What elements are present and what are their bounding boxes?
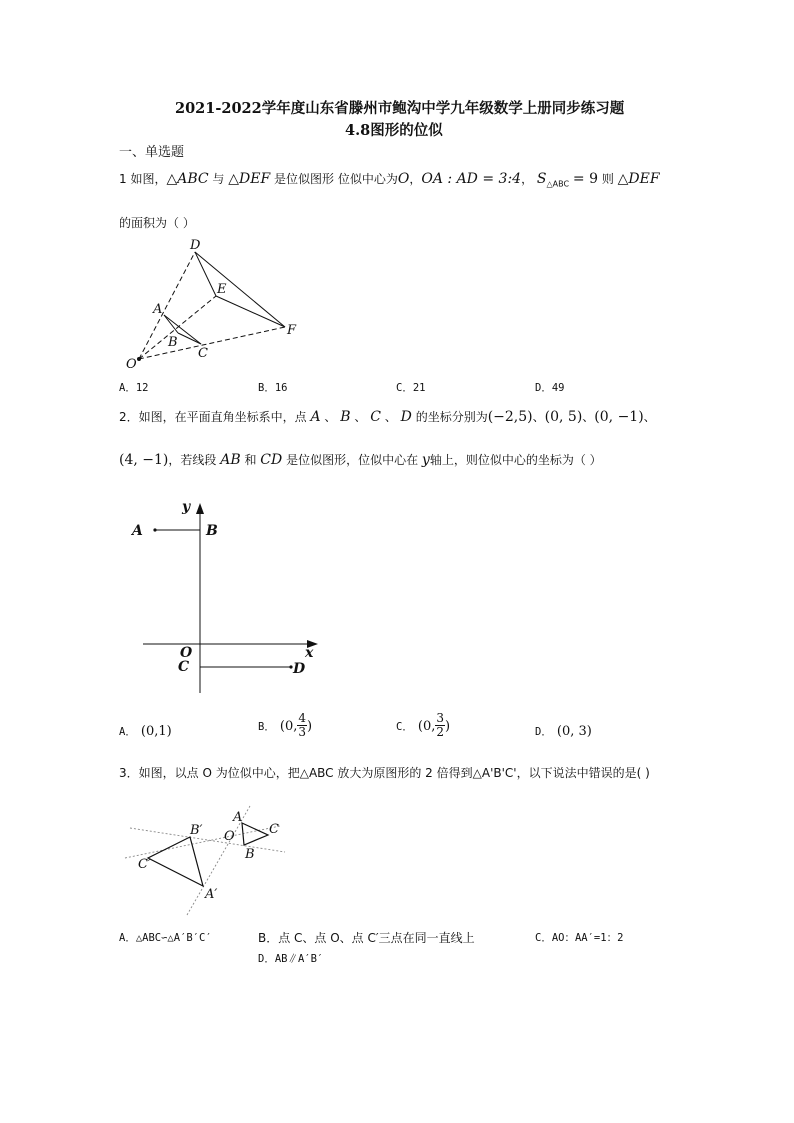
q3-option-b[interactable]: B．点 C、点 O、点 C′三点在同一直线上 — [258, 931, 475, 945]
q2-point-c: C — [370, 409, 381, 425]
q2-sep-1: 、 — [324, 410, 337, 424]
q1-ratio: OA : AD = 3:4 — [421, 171, 522, 187]
fig1-label-d: D — [190, 238, 201, 253]
fig2-point-a — [153, 528, 156, 531]
q2-option-d-prefix: D． — [535, 726, 552, 738]
q1-text-center: 是位似图形 位似中心为 — [274, 172, 398, 186]
fig1-point-o — [137, 357, 141, 361]
q3-option-d[interactable]: D．AB∥A′B′ — [258, 953, 324, 965]
q2-option-c-numerator: 3 — [436, 711, 445, 725]
fig3-triangle-small — [242, 823, 268, 845]
q2-option-c-open: (0, — [417, 719, 436, 734]
document-subtitle: 4.8图形的位似 — [345, 122, 443, 139]
q2-option-b-close: ) — [307, 719, 313, 734]
q2-coord-a: (−2,5) — [487, 409, 533, 425]
q2-sep-2: 、 — [354, 410, 367, 424]
q2-text-4: 和 — [244, 453, 257, 467]
fig1-label-e: E — [217, 282, 227, 297]
q3-option-c[interactable]: C．AO：AA′=1：2 — [535, 932, 624, 944]
fig1-line-de — [195, 252, 216, 296]
fig2-label-c: C — [178, 659, 190, 675]
q2-option-c-fraction — [435, 712, 445, 739]
fig1-dashed-od — [139, 252, 195, 359]
q2-option-c-close: ) — [445, 719, 451, 734]
q2-coord-d: (4, −1) — [119, 452, 169, 468]
q2-option-a[interactable] — [119, 720, 172, 739]
q1-area-symbol: S — [536, 171, 547, 187]
q2-text-3: ，若线段 — [168, 453, 217, 467]
q2-sep-3: 、 — [384, 410, 397, 424]
q2-coord-b: (0, 5) — [544, 409, 583, 425]
question-1-line-2: 的面积为（ ） — [119, 216, 195, 230]
q2-option-d[interactable] — [535, 720, 592, 739]
q1-area-subscript: △ABC — [546, 179, 570, 189]
q2-option-b-denominator: 3 — [298, 725, 307, 739]
fig2-label-d: D — [293, 661, 306, 677]
q2-option-c-denominator: 2 — [436, 725, 445, 739]
q2-option-a-value: (0,1) — [140, 724, 172, 739]
fig3-label-cp: C′ — [138, 857, 151, 872]
fig1-label-c: C — [198, 346, 208, 361]
fig2-label-o: O — [180, 645, 193, 661]
fig3-label-ap: A′ — [205, 887, 218, 902]
q2-option-c[interactable] — [396, 712, 450, 739]
fig2-label-y: y — [182, 499, 191, 515]
q1-point-o: O — [397, 171, 410, 187]
q1-comma-1: ， — [409, 172, 422, 186]
q1-area-value: = 9 — [572, 171, 598, 187]
question-3-text: 3．如图，以点 O 为位似中心，把△ABC 放大为原图形的 2 倍得到△A'B'C'，以下说法中错误的是( ) — [119, 766, 650, 780]
document-title: 2021-2022学年度山东省滕州市鲍沟中学九年级数学上册同步练习题 — [175, 100, 625, 117]
fig3-label-bp: B′ — [190, 823, 203, 838]
q2-text-6: 轴上，则位似中心的坐标为（ ） — [429, 453, 602, 467]
q2-point-b: B — [340, 409, 351, 425]
fig3-label-c: C — [269, 822, 279, 837]
q1-option-b[interactable]: B．16 — [258, 382, 288, 394]
q2-axis-y: y — [421, 452, 430, 468]
q2-option-b-fraction — [297, 712, 307, 739]
question-2-line-2 — [119, 451, 602, 468]
q1-comma-2: ， — [521, 172, 534, 186]
q2-text-5: 是位似图形，位似中心在 — [286, 453, 419, 467]
fig1-line-df — [195, 252, 285, 327]
q2-option-b-open: (0, — [279, 719, 298, 734]
q2-text-2: 的坐标分别为 — [415, 410, 488, 424]
q1-text-then: 则 — [601, 172, 614, 186]
fig2-y-arrow — [196, 503, 204, 514]
fig2-label-a: A — [132, 523, 143, 539]
q2-point-d: D — [400, 409, 412, 425]
fig3-label-o: O — [224, 829, 235, 844]
q2-sep-5: 、 — [582, 410, 595, 424]
q2-sep-4: 、 — [532, 410, 545, 424]
fig1-dashed-of — [139, 327, 285, 359]
q2-point-a: A — [310, 409, 321, 425]
q1-option-d[interactable]: D．49 — [535, 382, 565, 394]
q1-triangle-def-2: △DEF — [617, 171, 660, 187]
q3-option-a[interactable]: A．△ABC∽△A′B′C′ — [119, 932, 212, 944]
q2-option-b[interactable] — [258, 712, 312, 739]
fig3-triangle-large — [148, 837, 203, 886]
q2-option-c-prefix: C． — [396, 721, 413, 733]
fig3-label-b: B — [245, 847, 255, 862]
fig1-label-b: B — [168, 335, 178, 350]
fig1-label-o: O — [126, 357, 137, 372]
q1-triangle-def: △DEF — [228, 171, 271, 187]
fig1-line-ef — [216, 296, 285, 327]
question-2-text — [119, 408, 656, 425]
fig3-label-a: A — [233, 810, 243, 825]
q2-option-d-value: (0, 3) — [556, 724, 592, 739]
q2-option-a-prefix: A． — [119, 726, 136, 738]
fig1-label-a: A — [153, 302, 163, 317]
fig2-label-b: B — [206, 523, 218, 539]
q1-option-a[interactable]: A．12 — [119, 382, 149, 394]
q1-triangle-abc: △ABC — [166, 171, 209, 187]
section-heading: 一、单选题 — [119, 145, 185, 160]
q2-coord-c: (0, −1) — [594, 409, 644, 425]
fig1-label-f: F — [287, 323, 297, 338]
fig2-label-x: x — [305, 645, 314, 661]
q1-text-with: 与 — [212, 172, 225, 186]
q2-sep-6: 、 — [643, 410, 656, 424]
q2-option-b-prefix: B． — [258, 721, 275, 733]
q2-option-b-numerator: 4 — [298, 711, 307, 725]
q2-segment-ab: AB — [220, 452, 241, 468]
q1-option-c[interactable]: C．21 — [396, 382, 426, 394]
q2-segment-cd: CD — [260, 452, 283, 468]
q2-text-1: 2．如图，在平面直角坐标系中，点 — [119, 410, 307, 424]
q1-number: 1 如图， — [119, 172, 167, 186]
